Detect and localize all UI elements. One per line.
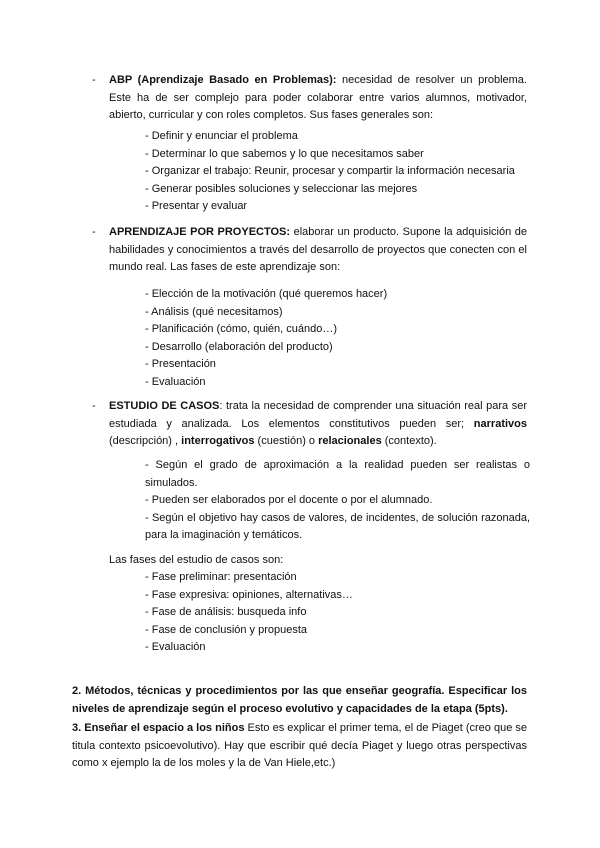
proyectos-title: APRENDIZAJE POR PROYECTOS:	[109, 226, 291, 238]
list-item: - Definir y enunciar el problema	[145, 130, 298, 142]
list-item: - Según el objetivo hay casos de valores, de incidentes, de solución razonada, para la imaginación y temáticos.	[145, 511, 530, 541]
casos-relacionales: relacionales	[318, 435, 382, 447]
proyectos-text: elaborar un producto. Supone la adquisición de habilidades y conocimientos a través del desarrollo de proyectos que conecten con el mundo real. Las fases de este aprendizaje son:	[109, 226, 527, 273]
list-item: - Análisis (qué necesitamos)	[145, 305, 283, 318]
proyectos-paragraph	[109, 224, 527, 277]
question-3-text: Esto es explicar el primer tema, el de Piaget (creo que se titula contexto psicoevolutivo). Hay que escribir qué decía Piaget y luego otras perspectivas como x ejemplo la de los moles y la de Van Hiele,etc.)	[72, 722, 528, 769]
list-item: - Fase expresiva: opiniones, alternativas…	[145, 588, 353, 601]
bullet-dash-casos: -	[92, 400, 96, 412]
list-item: - Planificación (cómo, quién, cuándo…)	[145, 323, 337, 335]
list-item: - Fase de análisis: busqueda info	[145, 606, 307, 618]
list-item: - Desarrollo (elaboración del producto)	[145, 340, 333, 353]
question-2-text: 2. Métodos, técnicas y procedimientos por las que enseñar geografía. Especificar los niveles de aprendizaje según el proceso evolutivo y capacidades de la etapa (5pts).	[72, 685, 527, 715]
abp-text: necesidad de resolver un problema. Este ha de ser complejo para poder colaborar entre varios alumnos, motivador, abierto, curricular y con roles completos. Sus fases generales son:	[109, 74, 527, 121]
list-item: - Determinar lo que sabemos y lo que necesitamos saber	[145, 147, 424, 160]
casos-phases-list	[145, 569, 530, 657]
casos-narrativos: narrativos	[473, 417, 527, 430]
proyectos-phases-list	[145, 286, 530, 391]
list-item: - Organizar el trabajo: Reunir, procesar y compartir la información necesaria	[145, 165, 515, 177]
abp-phases-list	[145, 128, 530, 216]
abp-paragraph	[109, 72, 527, 125]
question-3-title: 3. Enseñar el espacio a los niños	[72, 722, 245, 734]
casos-text-3: (cuestión) o	[254, 435, 319, 447]
list-item: - Evaluación	[145, 641, 206, 653]
casos-phases-intro: Las fases del estudio de casos son:	[109, 554, 284, 566]
list-item: - Pueden ser elaborados por el docente o por el alumnado.	[145, 494, 433, 506]
casos-title: ESTUDIO DE CASOS	[109, 400, 220, 412]
list-item: - Evaluación	[145, 375, 206, 388]
list-item: - Fase de conclusión y propuesta	[145, 623, 308, 636]
casos-interrogativos: interrogativos	[181, 435, 255, 447]
question-2	[72, 683, 527, 718]
abp-title: ABP (Aprendizaje Basado en Problemas):	[109, 74, 337, 86]
list-item: - Según el grado de aproximación a la realidad pueden ser realistas o simulados.	[145, 459, 530, 489]
casos-notes-list	[145, 457, 530, 545]
bullet-dash-proyectos: -	[92, 226, 96, 238]
casos-text-2: (descripción) ,	[109, 435, 182, 447]
list-item: - Generar posibles soluciones y seleccionar las mejores	[145, 182, 418, 195]
list-item: - Presentar y evaluar	[145, 200, 248, 212]
casos-paragraph	[109, 398, 527, 451]
list-item: - Fase preliminar: presentación	[145, 571, 297, 583]
bullet-dash-abp: -	[92, 74, 96, 86]
casos-text-1: : trata la necesidad de comprender una situación real para ser estudiada y analizada. Los elementos constitutivos pueden ser;	[109, 400, 527, 430]
question-3	[72, 720, 527, 773]
list-item: - Presentación	[145, 358, 216, 370]
list-item: - Elección de la motivación (qué queremos hacer)	[145, 288, 388, 300]
casos-text-4: (contexto).	[381, 435, 437, 447]
